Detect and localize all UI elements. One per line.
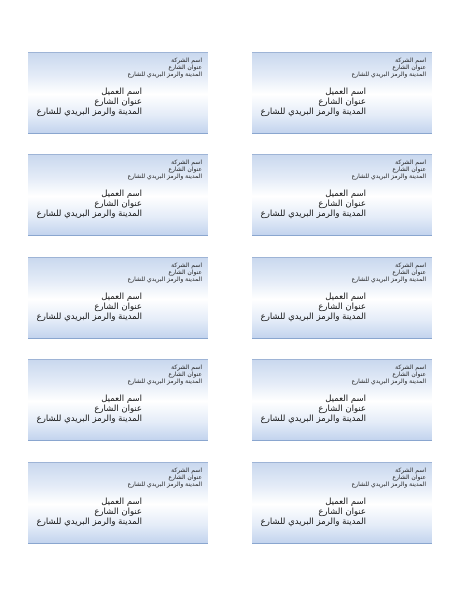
sender-address xyxy=(128,364,202,385)
sender-city-zip: المدينة والرمز البريدي للشارع xyxy=(351,71,426,78)
recipient-city-zip: المدينة والرمز البريدي للشارع xyxy=(260,414,366,424)
sender-company: اسم الشركة xyxy=(171,159,202,166)
shipping-label xyxy=(252,359,432,441)
sender-street: عنوان الشارع xyxy=(168,371,202,378)
recipient-name: اسم العميل xyxy=(325,189,366,199)
sender-city-zip: المدينة والرمز البريدي للشارع xyxy=(351,378,426,385)
shipping-label xyxy=(28,359,208,441)
recipient-name: اسم العميل xyxy=(325,394,366,404)
recipient-street: عنوان الشارع xyxy=(318,199,366,209)
recipient-city-zip: المدينة والرمز البريدي للشارع xyxy=(36,414,142,424)
shipping-label xyxy=(252,257,432,339)
recipient-city-zip: المدينة والرمز البريدي للشارع xyxy=(260,107,366,117)
sender-city-zip: المدينة والرمز البريدي للشارع xyxy=(127,481,202,488)
recipient-street: عنوان الشارع xyxy=(94,404,142,414)
sender-company: اسم الشركة xyxy=(171,364,202,371)
recipient-address xyxy=(261,87,366,117)
sender-address xyxy=(128,159,202,180)
sender-city-zip: المدينة والرمز البريدي للشارع xyxy=(351,173,426,180)
sender-city-zip: المدينة والرمز البريدي للشارع xyxy=(127,276,202,283)
sender-address xyxy=(352,262,426,283)
sender-address xyxy=(128,262,202,283)
sender-city-zip: المدينة والرمز البريدي للشارع xyxy=(127,173,202,180)
sender-street: عنوان الشارع xyxy=(168,269,202,276)
recipient-city-zip: المدينة والرمز البريدي للشارع xyxy=(36,209,142,219)
shipping-label xyxy=(28,52,208,134)
recipient-street: عنوان الشارع xyxy=(94,97,142,107)
sender-city-zip: المدينة والرمز البريدي للشارع xyxy=(127,71,202,78)
recipient-address xyxy=(261,189,366,219)
recipient-address xyxy=(37,497,142,527)
recipient-street: عنوان الشارع xyxy=(318,302,366,312)
sender-city-zip: المدينة والرمز البريدي للشارع xyxy=(351,276,426,283)
recipient-address xyxy=(261,497,366,527)
sender-address xyxy=(352,159,426,180)
sender-company: اسم الشركة xyxy=(395,159,426,166)
recipient-name: اسم العميل xyxy=(101,394,142,404)
sender-street: عنوان الشارع xyxy=(392,166,426,173)
sender-street: عنوان الشارع xyxy=(168,64,202,71)
recipient-street: عنوان الشارع xyxy=(94,302,142,312)
recipient-city-zip: المدينة والرمز البريدي للشارع xyxy=(36,107,142,117)
recipient-address xyxy=(37,189,142,219)
sender-street: عنوان الشارع xyxy=(392,371,426,378)
sender-street: عنوان الشارع xyxy=(168,166,202,173)
recipient-city-zip: المدينة والرمز البريدي للشارع xyxy=(36,517,142,527)
sender-company: اسم الشركة xyxy=(171,467,202,474)
recipient-name: اسم العميل xyxy=(325,292,366,302)
recipient-street: عنوان الشارع xyxy=(94,507,142,517)
recipient-name: اسم العميل xyxy=(101,189,142,199)
sender-street: عنوان الشارع xyxy=(168,474,202,481)
recipient-name: اسم العميل xyxy=(325,87,366,97)
sender-address xyxy=(128,57,202,78)
shipping-label xyxy=(252,52,432,134)
sender-address xyxy=(352,57,426,78)
recipient-name: اسم العميل xyxy=(101,497,142,507)
recipient-name: اسم العميل xyxy=(101,87,142,97)
shipping-label xyxy=(252,154,432,236)
sender-company: اسم الشركة xyxy=(395,364,426,371)
recipient-city-zip: المدينة والرمز البريدي للشارع xyxy=(260,312,366,322)
recipient-city-zip: المدينة والرمز البريدي للشارع xyxy=(260,517,366,527)
recipient-city-zip: المدينة والرمز البريدي للشارع xyxy=(260,209,366,219)
recipient-address xyxy=(37,292,142,322)
recipient-address xyxy=(37,87,142,117)
recipient-name: اسم العميل xyxy=(101,292,142,302)
recipient-city-zip: المدينة والرمز البريدي للشارع xyxy=(36,312,142,322)
shipping-label xyxy=(28,154,208,236)
shipping-label xyxy=(252,462,432,544)
sender-city-zip: المدينة والرمز البريدي للشارع xyxy=(351,481,426,488)
sender-street: عنوان الشارع xyxy=(392,474,426,481)
recipient-street: عنوان الشارع xyxy=(318,404,366,414)
recipient-street: عنوان الشارع xyxy=(318,97,366,107)
sender-address xyxy=(352,467,426,488)
sender-street: عنوان الشارع xyxy=(392,269,426,276)
sender-address xyxy=(128,467,202,488)
recipient-street: عنوان الشارع xyxy=(318,507,366,517)
recipient-address xyxy=(261,292,366,322)
sender-address xyxy=(352,364,426,385)
recipient-street: عنوان الشارع xyxy=(94,199,142,209)
recipient-address xyxy=(261,394,366,424)
sender-company: اسم الشركة xyxy=(171,57,202,64)
sender-company: اسم الشركة xyxy=(395,262,426,269)
sender-street: عنوان الشارع xyxy=(392,64,426,71)
recipient-name: اسم العميل xyxy=(325,497,366,507)
sender-company: اسم الشركة xyxy=(171,262,202,269)
sender-company: اسم الشركة xyxy=(395,467,426,474)
shipping-label xyxy=(28,462,208,544)
recipient-address xyxy=(37,394,142,424)
shipping-label xyxy=(28,257,208,339)
sender-company: اسم الشركة xyxy=(395,57,426,64)
sender-city-zip: المدينة والرمز البريدي للشارع xyxy=(127,378,202,385)
